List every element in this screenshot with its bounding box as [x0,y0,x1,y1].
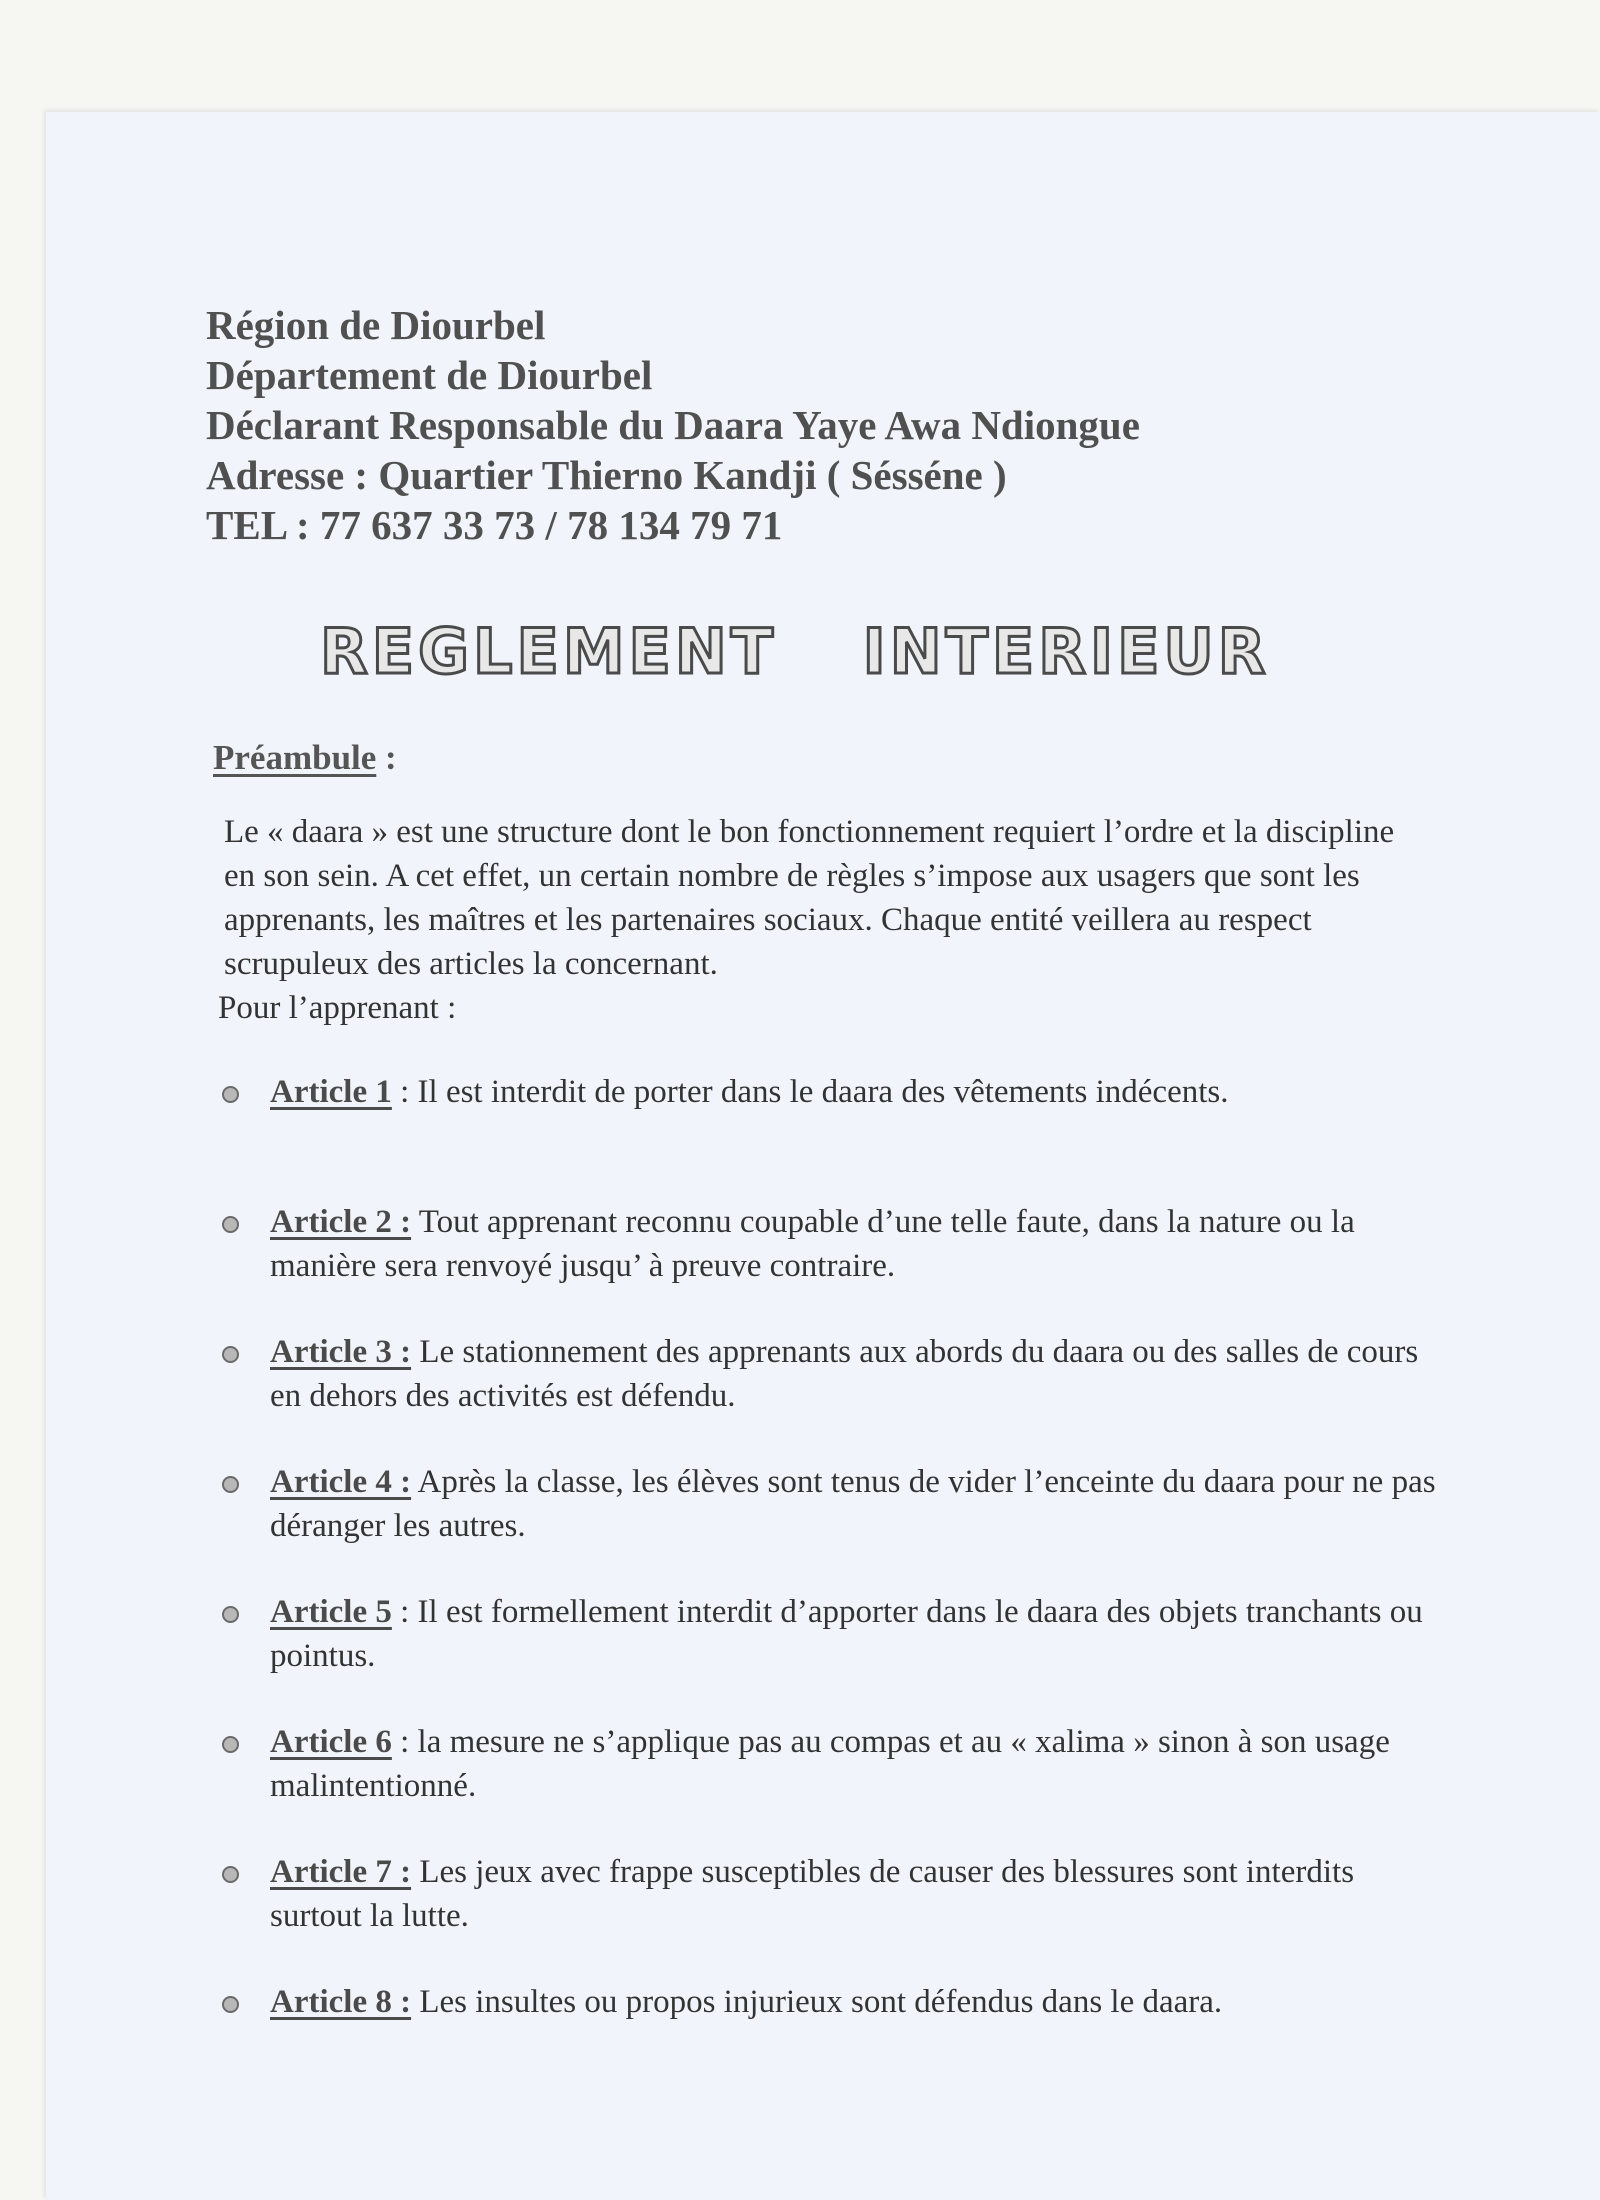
preamble-heading [213,738,397,778]
header-region: Région de Diourbel [206,302,546,348]
list-item [218,1460,1438,1548]
bullet-icon [222,1086,239,1103]
bullet-icon [222,1606,239,1623]
article-separator: : [391,1594,418,1630]
bullet-icon [222,1996,239,2013]
document-header [206,300,1140,550]
article-text: Les insultes ou propos injurieux sont défendus dans le daara. [419,1984,1223,2020]
article-separator: : [391,1074,418,1110]
article-text: la mesure ne s’applique pas au compas et au « xalima » sinon à son usage malintentionné. [270,1724,1390,1804]
preamble-paragraph: Le « daara » est une structure dont le bon fonctionnement requiert l’ordre et la discipline en son sein. A cet effet, un certain nombre de règles s’impose aux usagers que sont les apprenants, les maîtres et les partenaires sociaux. Chaque entité veillera au respect scrupuleux des articles la concernant. [224,814,1395,982]
bullet-icon [222,1216,239,1233]
article-text: Il est formellement interdit d’apporter dans le daara des objets tranchants ou pointus. [270,1594,1423,1674]
article-label: Article 2 : [270,1204,412,1240]
preamble-heading-colon: : [376,738,397,777]
bullet-icon [222,1476,239,1493]
list-item [218,1720,1438,1808]
preamble-for-learner: Pour l’apprenant : [218,990,457,1026]
bullet-icon [222,1736,239,1753]
article-label: Article 3 : [270,1334,412,1370]
preamble-body [218,810,1408,1030]
article-text: Il est interdit de porter dans le daara des vêtements indécents. [417,1074,1229,1110]
preamble-heading-label: Préambule [213,738,377,777]
list-item [218,1200,1438,1288]
article-text: Tout apprenant reconnu coupable d’une telle faute, dans la nature ou la manière sera renvoyé jusqu’ à preuve contraire. [270,1204,1355,1284]
header-departement: Département de Diourbel [206,352,653,398]
list-item [218,1070,1438,1114]
article-text: Le stationnement des apprenants aux abords du daara ou des salles de cours en dehors des activités est défendu. [270,1334,1419,1414]
article-text: Après la classe, les élèves sont tenus de vider l’enceinte du daara pour ne pas déranger les autres. [270,1464,1436,1544]
article-label: Article 7 : [270,1854,412,1890]
list-item [218,1590,1438,1678]
article-label: Article 4 : [270,1464,412,1500]
list-item [218,1980,1438,2024]
article-separator: : [391,1724,418,1760]
bullet-icon [222,1866,239,1883]
list-item [218,1330,1438,1418]
bullet-icon [222,1346,239,1363]
article-label: Article 8 : [270,1984,412,2020]
article-separator [411,1204,419,1240]
header-tel: TEL : 77 637 33 73 / 78 134 79 71 [206,502,783,548]
article-list [218,1070,1438,2110]
list-item [218,1850,1438,1938]
article-text: Les jeux avec frappe susceptibles de causer des blessures sont interdits surtout la lutte. [270,1854,1355,1934]
article-label: Article 1 [270,1074,392,1110]
header-adresse: Adresse : Quartier Thierno Kandji ( Sésséne ) [206,452,1007,498]
article-label: Article 6 [270,1724,392,1760]
header-declarant: Déclarant Responsable du Daara Yaye Awa Ndiongue [206,402,1140,448]
article-label: Article 5 [270,1594,392,1630]
document-title: REGLEMENT INTERIEUR [320,615,1270,688]
